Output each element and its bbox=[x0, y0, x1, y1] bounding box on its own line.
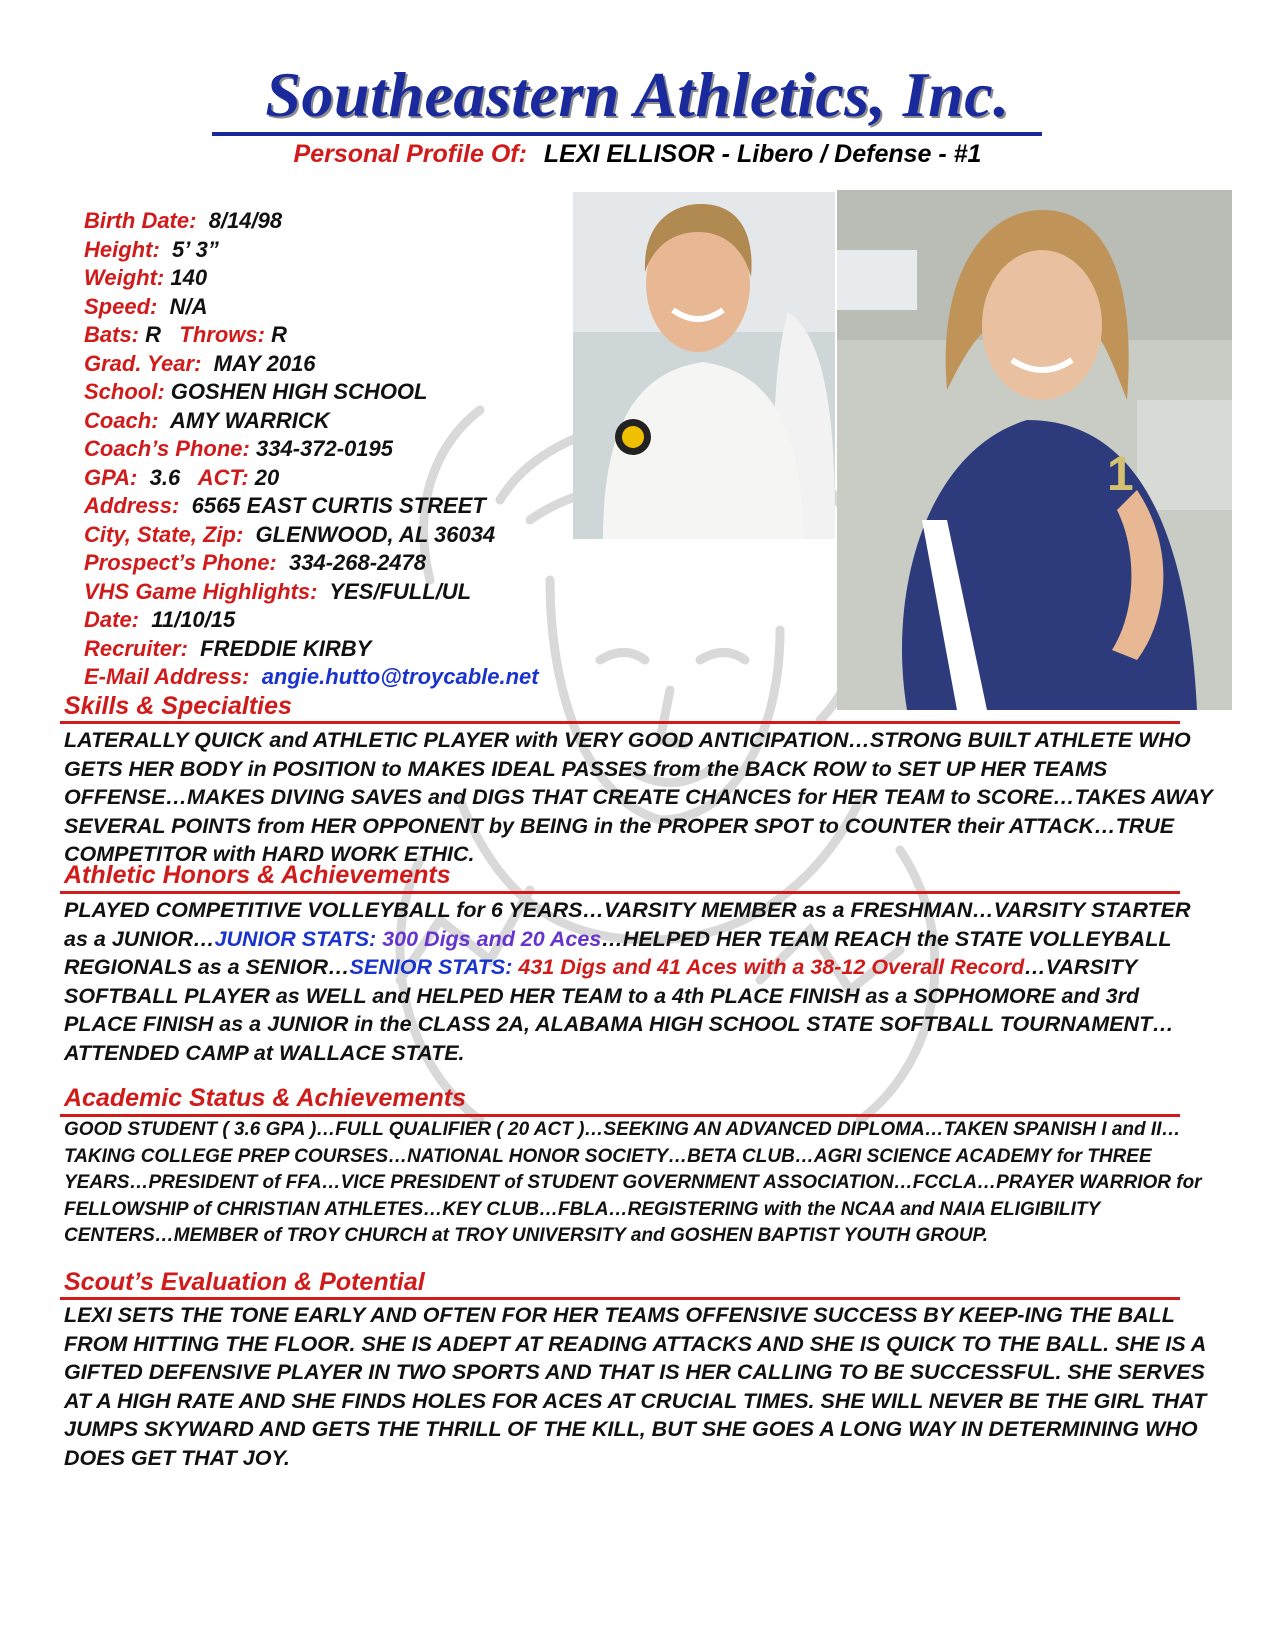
city-row bbox=[84, 521, 539, 550]
date-row bbox=[84, 606, 539, 635]
svg-text:1: 1 bbox=[1107, 448, 1134, 501]
coach-row bbox=[84, 407, 539, 436]
scout-heading: Scout’s Evaluation & Potential bbox=[64, 1268, 425, 1296]
field-value: R bbox=[145, 322, 162, 347]
field-label: Bats: bbox=[84, 322, 140, 347]
athletic-text-part3: …VARSITY SOFTBALL PLAYER as WELL and HELPED HER TEAM to a 4th PLACE FINISH as a SOPHOMORE and 3rd PLACE FINISH as a JUNIOR in the CLASS 2A, ALABAMA HIGH SCHOOL STATE SOFTBALL TOURNAMENT…ATTENDED CAMP at WALLACE STATE. bbox=[64, 955, 1174, 1065]
senior-stats: 431 Digs and 41 Aces with a 38-12 Overall Record bbox=[518, 955, 1025, 979]
field-value: GLENWOOD, AL 36034 bbox=[255, 521, 496, 547]
academic-heading: Academic Status & Achievements bbox=[64, 1084, 467, 1112]
profile-name: LEXI ELLISOR - Libero / Defense - #1 bbox=[543, 140, 982, 168]
profile-info bbox=[84, 207, 539, 692]
field-label: Birth Date: bbox=[84, 208, 197, 233]
field-value: 20 bbox=[254, 464, 280, 490]
speed-row bbox=[84, 293, 539, 322]
field-value: 140 bbox=[170, 265, 208, 290]
field-value: MAY 2016 bbox=[213, 350, 316, 376]
field-label: Height: bbox=[84, 236, 160, 262]
field-value: 3.6 bbox=[149, 464, 181, 490]
grad-year-row bbox=[84, 350, 539, 379]
weight-row bbox=[84, 264, 539, 293]
senior-stats-label: SENIOR STATS: bbox=[349, 955, 513, 979]
athletic-text-part2: …HELPED HER TEAM REACH the STATE VOLLEYBALL REGIONALS as a SENIOR… bbox=[64, 926, 1172, 979]
field-label: Coach’s Phone: bbox=[84, 436, 250, 461]
field-label: Speed: bbox=[84, 293, 158, 319]
vhs-row bbox=[84, 578, 539, 607]
field-value: AMY WARRICK bbox=[169, 407, 330, 433]
field-value: 334-372-0195 bbox=[255, 436, 393, 461]
field-label: E-Mail Address: bbox=[84, 664, 250, 689]
academic-text: GOOD STUDENT ( 3.6 GPA )…FULL QUALIFIER ( 20 ACT )…SEEKING AN ADVANCED DIPLOMA…TAKEN SPANISH I and II…TAKING COLLEGE PREP COURSES…NATIONAL HONOR SOCIETY…BETA CLUB…AGRI SCIENCE ACADEMY for THREE YEARS…PRESIDENT of FFA…VICE PRESIDENT of STUDENT GOVERNMENT ASSOCIATION…FCCLA…PRAYER WARRIOR for FELLOWSHIP of CHRISTIAN ATHLETES…KEY CLUB…FBLA…REGISTERING with the NCAA and NAIA ELIGIBILITY CENTERS…MEMBER of TROY CHURCH at TROY UNIVERSITY and GOSHEN BAPTIST YOUTH GROUP. bbox=[64, 1119, 1202, 1246]
athletic-heading: Athletic Honors & Achievements bbox=[64, 861, 451, 889]
field-value: 8/14/98 bbox=[208, 208, 283, 233]
field-label: VHS Game Highlights: bbox=[84, 578, 318, 604]
company-title: Southeastern Athletics, Inc. bbox=[265, 59, 1010, 130]
address-row bbox=[84, 492, 539, 521]
field-label: Date: bbox=[84, 607, 140, 632]
field-label: ACT: bbox=[197, 464, 249, 490]
coach-phone-row bbox=[84, 435, 539, 464]
athletic-text bbox=[64, 896, 1214, 1067]
height-row bbox=[84, 236, 539, 265]
prospect-phone-row bbox=[84, 549, 539, 578]
field-label: Coach: bbox=[84, 407, 159, 433]
athletic-rule bbox=[60, 891, 1180, 894]
field-label: Address: bbox=[84, 493, 180, 518]
field-value: N/A bbox=[169, 293, 208, 319]
skills-text: LATERALLY QUICK and ATHLETIC PLAYER with VERY GOOD ANTICIPATION…STRONG BUILT ATHLETE WHO GETS HER BODY in POSITION to MAKES IDEAL PASSES from the BACK ROW to SET UP HER TEAMS OFFENSE…MAKES DIVING SAVES and DIGS THAT CREATE CHANCES for HER TEAM to SCORE…TAKES AWAY SEVERAL POINTS from HER OPPONENT by BEING in the PROPER SPOT to COUNTER their ATTACK…TRUE COMPETITOR with HARD WORK ETHIC. bbox=[64, 728, 1213, 866]
field-value: R bbox=[271, 322, 287, 347]
birth-date-row bbox=[84, 207, 539, 236]
skills-rule bbox=[60, 721, 1180, 724]
field-label: Prospect’s Phone: bbox=[84, 550, 277, 575]
field-value: GOSHEN HIGH SCHOOL bbox=[170, 379, 428, 404]
player-photo-portrait bbox=[837, 190, 1232, 710]
email-link[interactable]: angie.hutto@troycable.net bbox=[261, 664, 539, 689]
field-value: YES/FULL/UL bbox=[329, 578, 472, 604]
profile-label: Personal Profile Of: bbox=[293, 140, 527, 168]
field-label: Weight: bbox=[84, 265, 165, 290]
field-value: FREDDIE KIRBY bbox=[200, 635, 372, 661]
field-label: Throws: bbox=[179, 322, 265, 347]
title-underline bbox=[212, 132, 1042, 136]
field-value: 11/10/15 bbox=[151, 607, 236, 632]
field-label: GPA: bbox=[84, 464, 138, 490]
field-label: School: bbox=[84, 379, 165, 404]
bats-throws-row bbox=[84, 321, 539, 350]
school-row bbox=[84, 378, 539, 407]
field-label: City, State, Zip: bbox=[84, 521, 244, 547]
field-label: Grad. Year: bbox=[84, 350, 202, 376]
athletic-text-part1: PLAYED COMPETITIVE VOLLEYBALL for 6 YEARS…VARSITY MEMBER as a FRESHMAN…VARSITY STARTER as a JUNIOR… bbox=[64, 898, 1191, 951]
junior-stats-label: JUNIOR STATS: bbox=[214, 926, 377, 951]
skills-heading: Skills & Specialties bbox=[64, 692, 292, 720]
field-label: Recruiter: bbox=[84, 635, 188, 661]
gpa-act-row bbox=[84, 464, 539, 493]
scout-text: LEXI SETS THE TONE EARLY AND OFTEN FOR HER TEAMS OFFENSIVE SUCCESS BY KEEP-ING THE BALL FROM HITTING THE FLOOR. SHE IS ADEPT AT READING ATTACKS AND SHE IS QUICK TO THE BALL. SHE IS A GIFTED DEFENSIVE PLAYER IN TWO SPORTS AND THAT IS HER CALLING TO BE SUCCESSFUL. SHE SERVES AT A HIGH RATE AND SHE FINDS HOLES FOR ACES AT CRUCIAL TIMES. SHE WILL NEVER BE THE GIRL THAT JUMPS SKYWARD AND GETS THE THRILL OF THE KILL, BUT SHE GOES A LONG WAY IN DETERMINING WHO DOES GET THAT JOY. bbox=[64, 1303, 1207, 1470]
scout-rule bbox=[60, 1297, 1180, 1300]
recruiter-row bbox=[84, 635, 539, 664]
email-row bbox=[84, 663, 539, 692]
field-value: 334-268-2478 bbox=[289, 550, 427, 575]
field-value: 6565 EAST CURTIS STREET bbox=[191, 493, 486, 518]
player-photo-headshot bbox=[573, 192, 835, 539]
profile-subtitle bbox=[0, 140, 1275, 169]
junior-stats: 300 Digs and 20 Aces bbox=[382, 926, 602, 951]
field-value: 5’ 3” bbox=[172, 236, 219, 262]
